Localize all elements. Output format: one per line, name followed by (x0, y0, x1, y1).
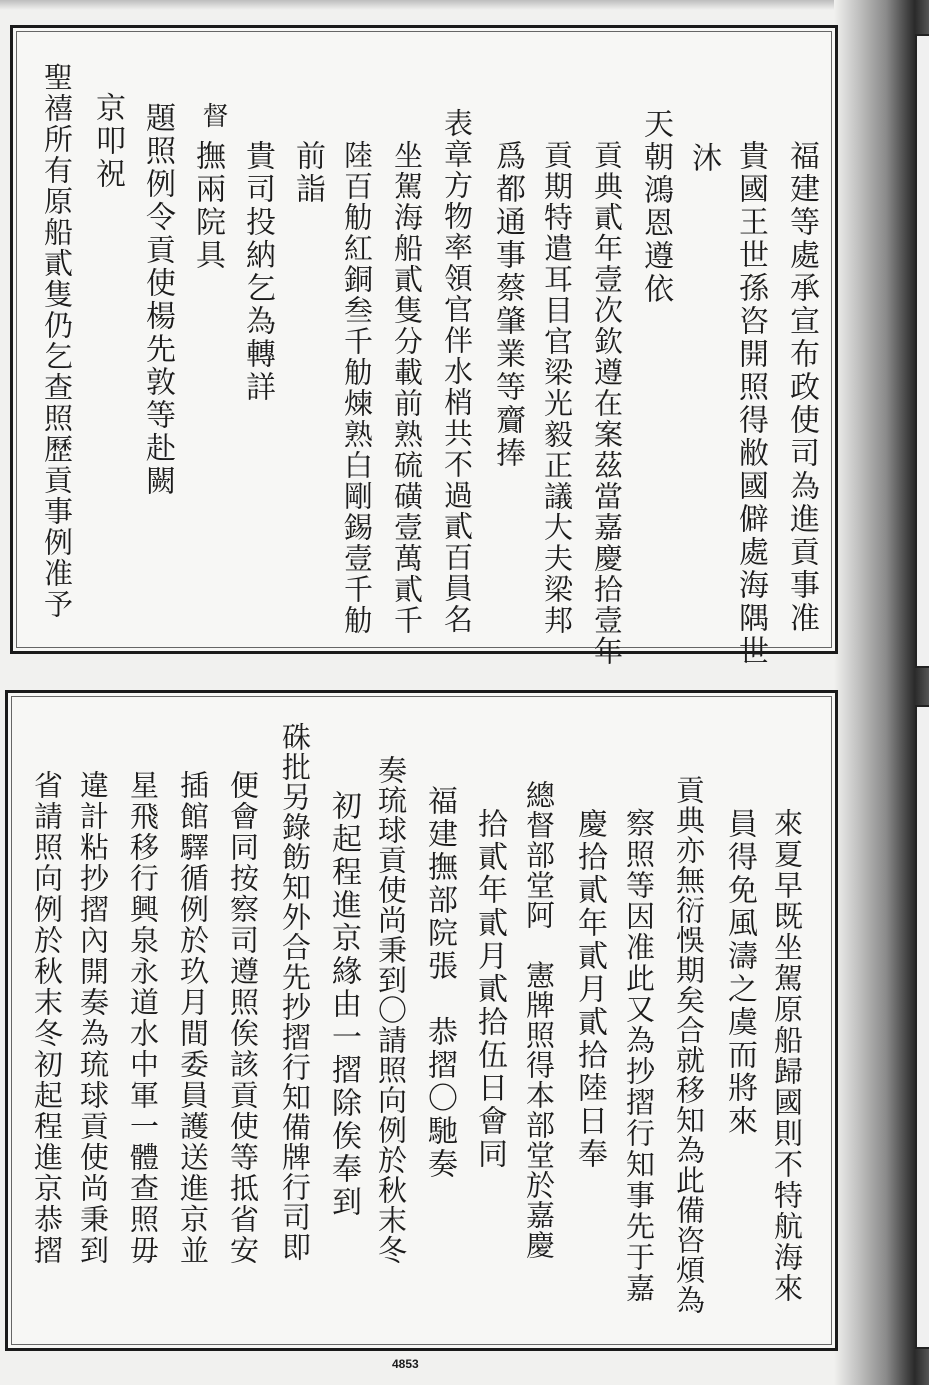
text-column: 貢典貳年壹次欽遵在案茲當嘉慶拾壹年 (590, 140, 624, 667)
text-column: 督 (198, 102, 228, 131)
text-column: 貴國王世孫咨開照得敝國僻處海隅世 (733, 140, 768, 668)
text-column: 拾貳年貳月貳拾伍日會同 (472, 808, 507, 1171)
text-column: 總督部堂阿 憲牌照得本部堂於嘉慶 (522, 780, 556, 1260)
text-column: 題照例令貢使楊先敦等赴闕 (140, 102, 175, 498)
facing-page-edge-top (915, 34, 929, 668)
text-column: 來夏早既坐駕原船歸國則不特航海來 (770, 808, 804, 1304)
facing-page-edge-bottom (915, 705, 929, 1349)
text-column: 貴司投納乞為轉詳 (240, 140, 275, 404)
text-column: 爲都通事蔡肇業等齎捧 (490, 140, 525, 470)
text-column: 京叩祝 (90, 92, 125, 191)
text-column: 初起程進京緣由一摺除俟奉到 (326, 790, 361, 1219)
manuscript-panel-top (10, 25, 838, 654)
text-column: 福建撫部院張 恭摺〇馳奏 (422, 785, 457, 1181)
text-column: 聖禧所有原船貳隻仍乞查照歷貢事例准予 (40, 62, 74, 620)
text-column: 奏琉球貢使尚秉到〇請照向例於秋末冬 (374, 755, 408, 1265)
text-column: 慶拾貳年貳月貳拾陸日奉 (572, 808, 607, 1171)
text-column: 福建等處承宣布政使司為進貢事准 (784, 140, 819, 635)
text-column: 天朝鴻恩遵依 (638, 108, 673, 306)
text-column: 便會同按察司遵照俟該貢使等抵省安 (226, 770, 260, 1266)
text-column: 察照等因准此又為抄摺行知事先于嘉 (622, 808, 656, 1304)
text-column: 插館驛循例於玖月間委員護送進京並 (176, 770, 210, 1266)
text-column: 表章方物率領官伴水梢共不過貳百員名 (440, 108, 474, 635)
text-column: 違計粘抄摺內開奏為琉球貢使尚秉到 (76, 770, 110, 1266)
text-column: 撫兩院具 (190, 140, 225, 272)
text-column: 星飛移行興泉永道水中軍一體查照毋 (126, 770, 160, 1266)
text-column: 員得免風濤之虞而將來 (722, 808, 757, 1138)
scan-top-edge (0, 0, 929, 10)
text-column: 貢典亦無衍悞期矣合就移知為此備咨煩為 (672, 775, 706, 1315)
text-column: 硃批另錄飭知外合先抄摺行知備牌行司即 (278, 722, 312, 1262)
text-column: 沐 (686, 142, 721, 175)
text-column: 省請照向例於秋末冬初起程進京恭摺 (30, 770, 64, 1266)
text-column: 陸百觔紅銅叁千觔煉熟白剛錫壹千觔 (340, 140, 374, 636)
page-number: 4853 (392, 1357, 419, 1371)
text-column: 前詣 (290, 140, 325, 206)
text-column: 貢期特遣耳目官梁光毅正議大夫梁邦 (540, 140, 574, 636)
text-column: 坐駕海船貳隻分載前熟硫磺壹萬貳千 (390, 140, 424, 636)
